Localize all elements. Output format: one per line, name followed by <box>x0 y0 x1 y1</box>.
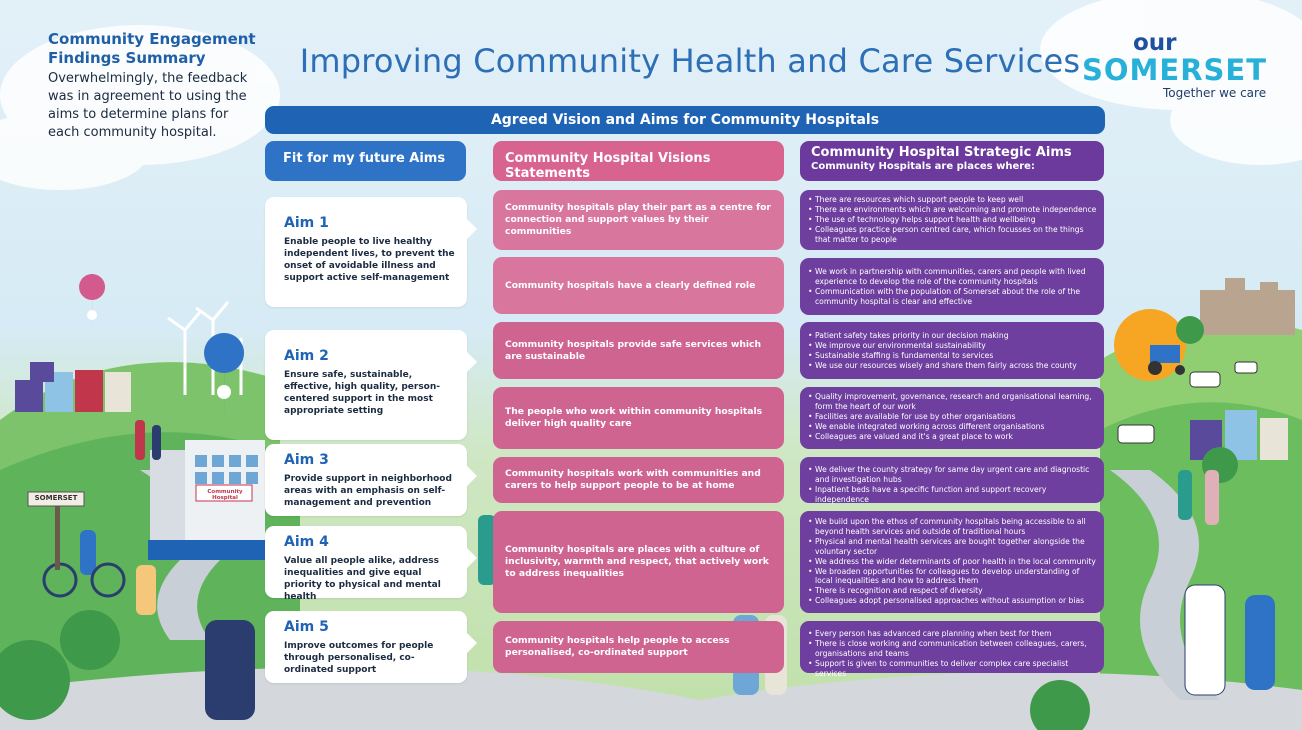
strategic-aim-item: • We work in partnership with communities, carers and people with lived experience to develop the role of the community hospitals <box>808 267 1098 287</box>
strategic-aim-item: • We enable integrated working across different organisations <box>808 422 1098 432</box>
aim-card <box>265 444 467 516</box>
strategic-aim-item: • Patient safety takes priority in our decision making <box>808 331 1098 341</box>
strategic-aim-item: • We build upon the ethos of community hospitals being accessible to all beyond health services and outside of traditional hours <box>808 517 1098 537</box>
strategic-aims-card <box>800 190 1104 250</box>
aim-title: Aim 4 <box>284 534 329 550</box>
strategic-aim-item: • Physical and mental health services are bought together alongside the voluntary sector <box>808 537 1098 557</box>
strategic-aim-item: • Inpatient beds have a specific function and support recovery independence <box>808 485 1098 505</box>
aim-text: Ensure safe, sustainable, effective, high quality, person-centered support in the most appropriate setting <box>284 370 441 416</box>
vision-statement-text: Community hospitals provide safe services which are sustainable <box>505 338 762 362</box>
aim-card <box>265 611 467 683</box>
aim-text: Enable people to live healthy independent lives, to prevent the onset of avoidable illness and support active self-management <box>284 237 455 283</box>
strategic-aim-item: • We address the wider determinants of poor health in the local community <box>808 557 1098 567</box>
strategic-aims-card <box>800 387 1104 449</box>
aim-title: Aim 3 <box>284 452 329 468</box>
aim-card <box>265 197 467 307</box>
logo-somerset-text: SOMERSET <box>1082 53 1268 87</box>
strategic-aims-card <box>800 621 1104 678</box>
vision-statement-text: Community hospitals are places with a culture of inclusivity, warmth and respect, that actively work to address inequalities <box>505 544 769 579</box>
findings-summary-title: Community Engagement Findings Summary <box>48 30 256 67</box>
vision-statement-card <box>493 457 784 503</box>
findings-summary-body: Overwhelmingly, the feedback was in agreement to using the aims to determine plans for each community hospital. <box>48 71 248 140</box>
strategic-aim-item: • Sustainable staffing is fundamental to services <box>808 351 1098 361</box>
vision-statement-text: Community hospitals have a clearly defined role <box>505 279 756 291</box>
strategic-aims-card <box>800 258 1104 315</box>
strategic-aim-item: • Support is given to communities to deliver complex care specialist services <box>808 659 1098 679</box>
castle <box>1200 278 1295 335</box>
strategic-aim-item: • Colleagues adopt personalised approaches without assumption or bias <box>808 596 1098 606</box>
aim-text: Improve outcomes for people through personalised, co-ordinated support <box>284 641 434 675</box>
vision-statement-text: Community hospitals play their part as a centre for connection and support values by their communities <box>505 202 771 237</box>
aim-title: Aim 2 <box>284 348 329 364</box>
signpost-label: SOMERSET <box>34 494 78 502</box>
strategic-aim-item: • Colleagues practice person centred care, which focusses on the things that matter to people <box>808 225 1098 245</box>
vision-statement-text: Community hospitals work with communities and carers to help support people to be at home <box>505 468 761 491</box>
strategic-aim-item: • We broaden opportunities for colleagues to develop understanding of local inequalities and how to address them <box>808 567 1098 587</box>
strategic-aims-card <box>800 457 1104 503</box>
logo-tagline: Together we care <box>1163 86 1267 100</box>
vision-aims-banner: Agreed Vision and Aims for Community Hospitals <box>265 106 1105 134</box>
strategic-aim-item: • Communication with the population of Somerset about the role of the community hospital is clear and effective <box>808 287 1098 307</box>
strategic-aims-card <box>800 322 1104 379</box>
strategic-aim-item: • There is close working and communication between colleagues, carers, organisations and teams <box>808 639 1098 659</box>
strategic-aim-item: • Every person has advanced care planning when best for them <box>808 629 1098 639</box>
aim-card <box>265 330 467 440</box>
hospital-sign-label: Community Hospital <box>207 489 243 501</box>
aim-card <box>265 526 467 602</box>
aim-text: Value all people alike, address inequalities and give equal priority to physical and mental health <box>284 556 441 602</box>
page-title: Improving Community Health and Care Services <box>299 42 1081 80</box>
strategic-aims-subtitle: Community Hospitals are places where: <box>811 161 1035 172</box>
aim-title: Aim 1 <box>284 215 329 231</box>
strategic-aim-item: • There are environments which are welcoming and promote independence <box>808 205 1098 215</box>
strategic-aim-item: • We improve our environmental sustainability <box>808 341 1098 351</box>
strategic-aim-item: • There is recognition and respect of diversity <box>808 586 1098 596</box>
strategic-aim-item: • The use of technology helps support health and wellbeing <box>808 215 1098 225</box>
vision-statement-card <box>493 387 784 449</box>
vision-statement-text: The people who work within community hospitals deliver high quality care <box>505 406 763 429</box>
aims-column-header: Fit for my future Aims <box>265 141 466 181</box>
vision-statement-text: Community hospitals help people to access personalised, co-ordinated support <box>505 635 730 658</box>
vision-statement-card <box>493 190 784 250</box>
visions-column-header: Community Hospital Visions Statements <box>493 141 784 181</box>
aim-text: Provide support in neighborhood areas with an emphasis on self-management and prevention <box>284 474 452 508</box>
vision-statement-card <box>493 257 784 314</box>
vision-statement-card <box>493 511 784 613</box>
strategic-aims-column-header <box>800 141 1104 181</box>
vision-statement-card <box>493 621 784 673</box>
strategic-aims-title: Community Hospital Strategic Aims <box>811 145 1072 160</box>
strategic-aim-item: • There are resources which support people to keep well <box>808 195 1098 205</box>
strategic-aim-item: • Facilities are available for use by other organisations <box>808 412 1098 422</box>
strategic-aim-item: • Quality improvement, governance, research and organisational learning, form the heart of our work <box>808 392 1098 412</box>
strategic-aim-item: • Colleagues are valued and it's a great place to work <box>808 432 1098 442</box>
logo-our-text: our <box>1133 30 1177 56</box>
strategic-aims-card <box>800 511 1104 613</box>
vision-statement-card <box>493 322 784 379</box>
aim-title: Aim 5 <box>284 619 329 635</box>
strategic-aim-item: • We use our resources wisely and share them fairly across the county <box>808 361 1098 371</box>
strategic-aim-item: • We deliver the county strategy for same day urgent care and diagnostic and investigation hubs <box>808 465 1098 485</box>
